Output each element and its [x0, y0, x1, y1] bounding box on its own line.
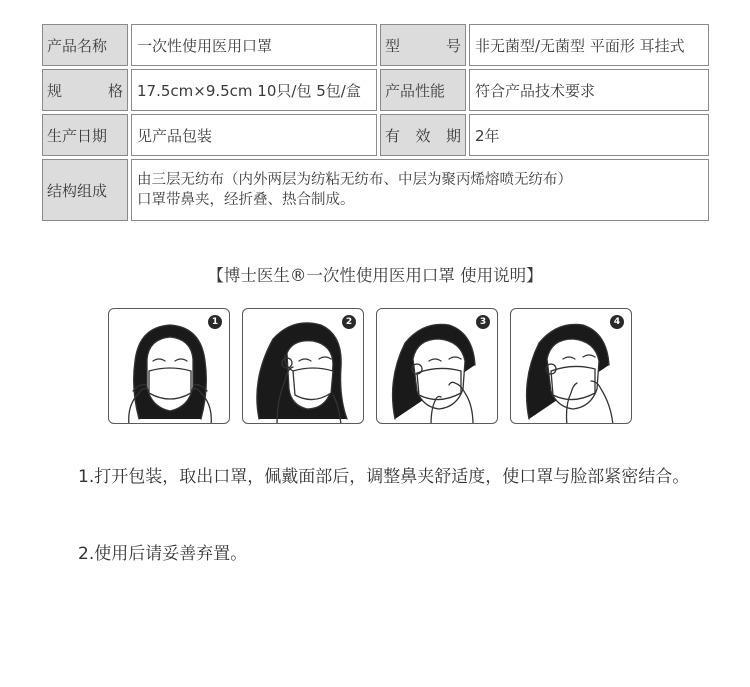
- step-card: [108, 308, 230, 424]
- spec-label: 规 格: [42, 69, 128, 111]
- table-row: [42, 159, 709, 221]
- table-row: [42, 114, 709, 156]
- spec-label: 产品性能: [380, 69, 466, 111]
- table-row: [42, 24, 709, 66]
- spec-label: 有 效 期: [380, 114, 466, 156]
- step-number: 3: [476, 315, 490, 329]
- table-row: [42, 69, 709, 111]
- spec-value: 一次性使用医用口罩: [131, 24, 377, 66]
- step-card: [376, 308, 498, 424]
- instruction-paragraph: 2.使用后请妥善弃置。: [78, 544, 248, 564]
- spec-value: 非无菌型/无菌型 平面形 耳挂式: [469, 24, 709, 66]
- step-card: [510, 308, 632, 424]
- instruction-paragraph: 1.打开包装，取出口罩，佩戴面部后，调整鼻夹舒适度，使口罩与脸部紧密结合。: [78, 467, 690, 487]
- step-card: [242, 308, 364, 424]
- spec-label: 结构组成: [42, 159, 128, 221]
- instruction-steps: [108, 308, 632, 424]
- spec-label: 型 号: [380, 24, 466, 66]
- spec-value: 2年: [469, 114, 709, 156]
- instructions-title: 【博士医生®一次性使用医用口罩 使用说明】: [207, 266, 543, 285]
- step-number: 2: [342, 315, 356, 329]
- spec-table: [39, 21, 712, 224]
- spec-label: 产品名称: [42, 24, 128, 66]
- spec-value: 符合产品技术要求: [469, 69, 709, 111]
- step-number: 4: [610, 315, 624, 329]
- spec-value: 17.5cm×9.5cm 10只/包 5包/盒: [131, 69, 377, 111]
- spec-value: 见产品包装: [131, 114, 377, 156]
- step-number: 1: [208, 315, 222, 329]
- spec-value: 由三层无纺布（内外两层为纺粘无纺布、中层为聚丙烯熔喷无纺布） 口罩带鼻夹，经折叠、热合制成。: [131, 159, 709, 221]
- spec-label: 生产日期: [42, 114, 128, 156]
